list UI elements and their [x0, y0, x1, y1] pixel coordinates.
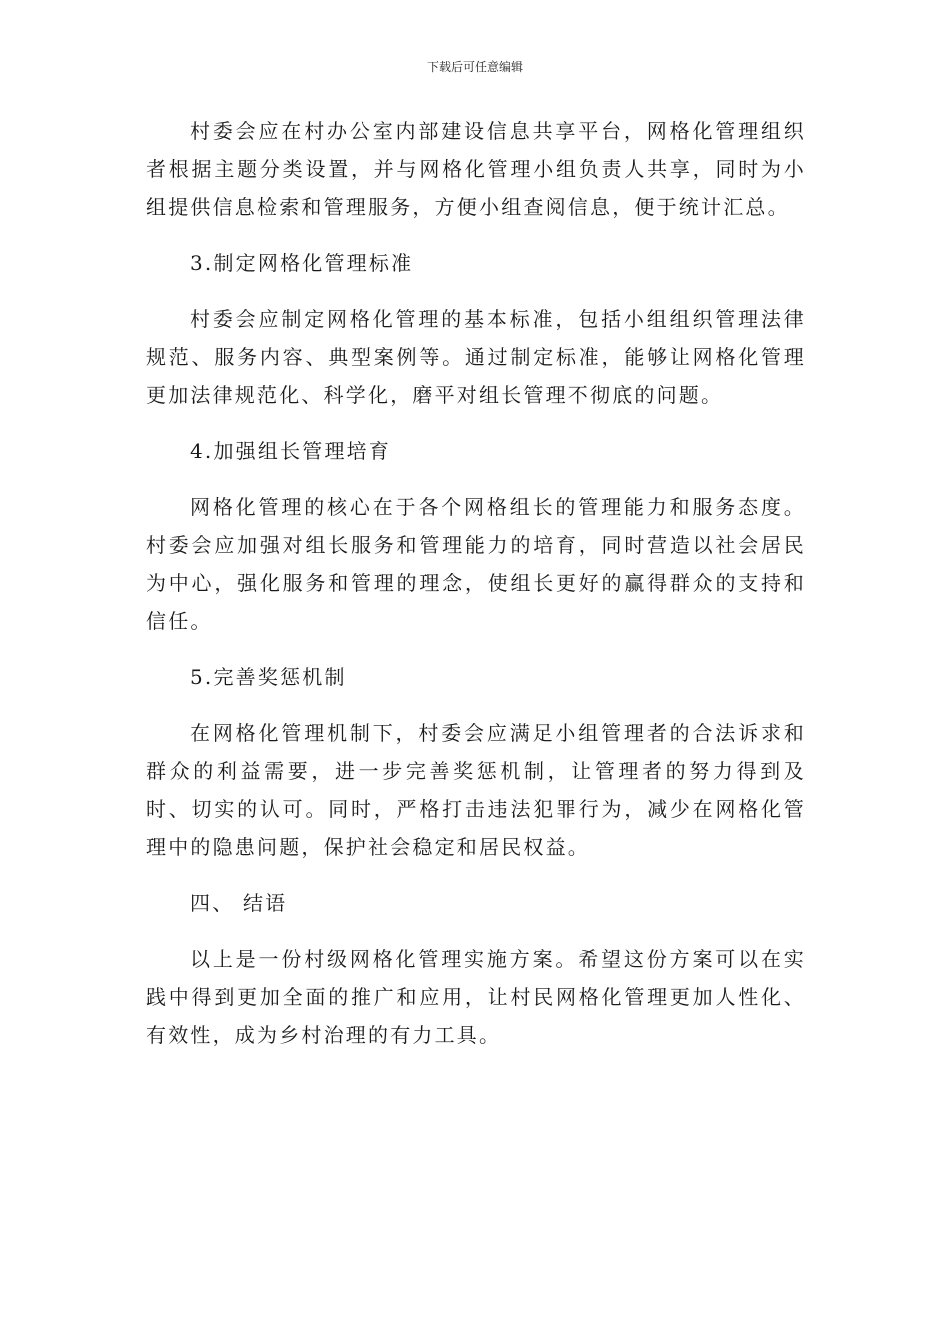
- paragraph-reward-punishment: 在网格化管理机制下，村委会应满足小组管理者的合法诉求和群众的利益需要，进一步完善奖惩机制，让管理者的努力得到及时、切实的认可。同时，严格打击违法犯罪行为，减少在网格化管理中的隐患问题，保护社会稳定和居民权益。: [146, 721, 806, 859]
- heading-conclusion: 四、 结语: [190, 891, 288, 915]
- document-body: [146, 112, 806, 1072]
- heading-management-standards: 3.制定网格化管理标准: [190, 251, 414, 275]
- paragraph-leader-training: 网格化管理的核心在于各个网格组长的管理能力和服务态度。村委会应加强对组长服务和管理能力的培育，同时营造以社会居民为中心，强化服务和管理的理念，使组长更好的赢得群众的支持和信任。: [146, 495, 806, 633]
- paragraph-management-standards: 村委会应制定网格化管理的基本标准，包括小组组织管理法律规范、服务内容、典型案例等。通过制定标准，能够让网格化管理更加法律规范化、科学化，磨平对组长管理不彻底的问题。: [146, 307, 806, 407]
- paragraph-info-sharing: 村委会应在村办公室内部建设信息共享平台，网格化管理组织者根据主题分类设置，并与网格化管理小组负责人共享，同时为小组提供信息检索和管理服务，方便小组查阅信息，便于统计汇总。: [146, 119, 806, 219]
- paragraph-conclusion: 以上是一份村级网格化管理实施方案。希望这份方案可以在实践中得到更加全面的推广和应用，让村民网格化管理更加人性化、有效性，成为乡村治理的有力工具。: [146, 947, 806, 1047]
- page-header: 下载后可任意编辑: [426, 60, 523, 74]
- heading-reward-punishment: 5.完善奖惩机制: [190, 665, 347, 689]
- heading-leader-training: 4.加强组长管理培育: [190, 439, 392, 463]
